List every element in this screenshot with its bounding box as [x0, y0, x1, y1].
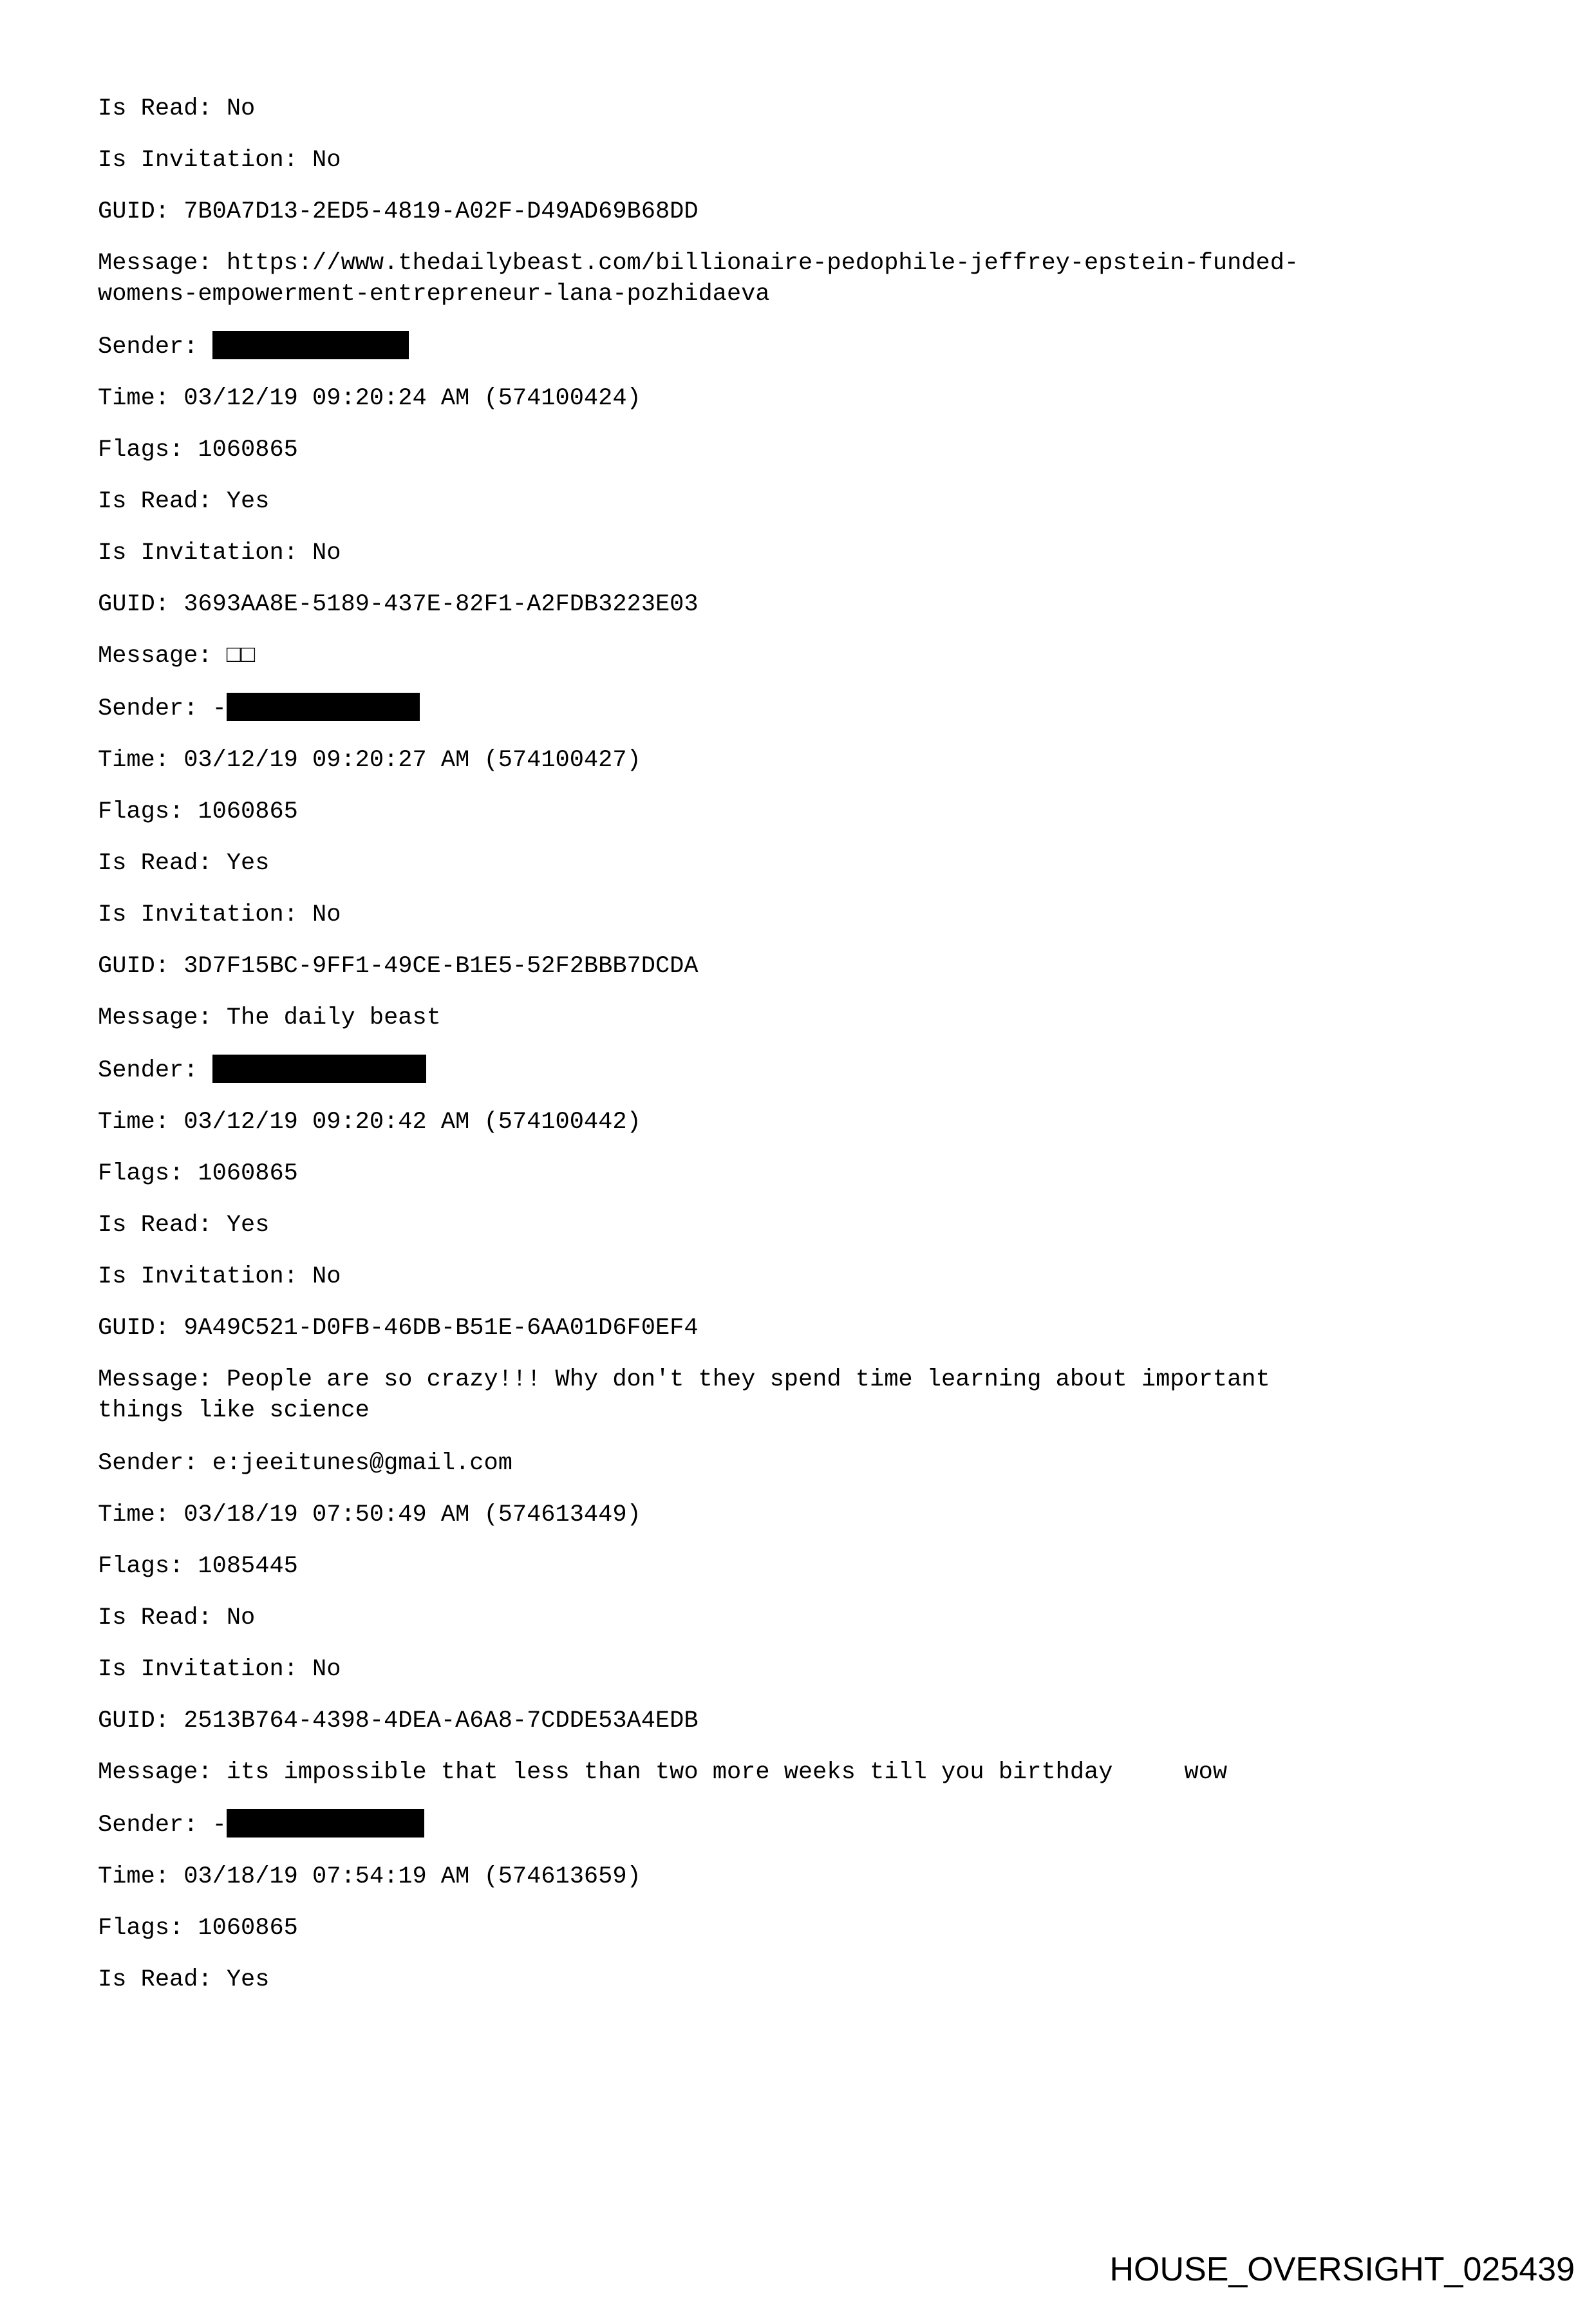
- field-label: Sender:: [98, 1057, 212, 1084]
- is-read-line: Is Read: Yes: [98, 850, 270, 877]
- message-line: Message: its impossible that less than two more weeks till you birthday wow: [98, 1759, 1228, 1786]
- flags-line: Flags: 1060865: [98, 437, 298, 464]
- flags-line: Flags: 1085445: [98, 1553, 298, 1580]
- is-invitation-line: Is Invitation: No: [98, 1263, 341, 1290]
- is-read-line: Is Read: No: [98, 95, 256, 122]
- redaction-box: [212, 331, 409, 359]
- redaction-box: [212, 1055, 426, 1083]
- is-read-line: Is Read: Yes: [98, 1212, 270, 1239]
- sender-line: [98, 332, 1482, 362]
- redaction-box: [227, 1809, 424, 1838]
- time-line: Time: 03/12/19 09:20:42 AM (574100442): [98, 1109, 641, 1136]
- flags-line: Flags: 1060865: [98, 1915, 298, 1942]
- is-read-line: Is Read: Yes: [98, 1966, 270, 1993]
- message-line: Message: The daily beast: [98, 1004, 441, 1031]
- time-line: Time: 03/12/19 09:20:27 AM (574100427): [98, 747, 641, 774]
- guid-line: GUID: 3693AA8E-5189-437E-82F1-A2FDB3223E03: [98, 591, 699, 618]
- field-label: Sender: -: [98, 695, 227, 722]
- message-line: Message: People are so crazy!!! Why don't they spend time learning about important things like science: [98, 1366, 1270, 1424]
- is-invitation-line: Is Invitation: No: [98, 1656, 341, 1683]
- sender-line: [98, 1055, 1482, 1086]
- time-line: Time: 03/18/19 07:54:19 AM (574613659): [98, 1863, 641, 1890]
- sender-line: Sender: e:jeeitunes@gmail.com: [98, 1450, 512, 1477]
- is-invitation-line: Is Invitation: No: [98, 901, 341, 928]
- time-line: Time: 03/18/19 07:50:49 AM (574613449): [98, 1501, 641, 1528]
- message-line: Message: □□: [98, 643, 256, 670]
- guid-line: GUID: 2513B764-4398-4DEA-A6A8-7CDDE53A4EDB: [98, 1707, 699, 1734]
- message-log: [98, 93, 1482, 2016]
- is-invitation-line: Is Invitation: No: [98, 147, 341, 174]
- redaction-box: [227, 693, 420, 721]
- sender-line: [98, 693, 1482, 724]
- guid-line: GUID: 3D7F15BC-9FF1-49CE-B1E5-52F2BBB7DCDA: [98, 953, 699, 980]
- flags-line: Flags: 1060865: [98, 798, 298, 825]
- guid-line: GUID: 7B0A7D13-2ED5-4819-A02F-D49AD69B68DD: [98, 198, 699, 225]
- is-invitation-line: Is Invitation: No: [98, 540, 341, 567]
- guid-line: GUID: 9A49C521-D0FB-46DB-B51E-6AA01D6F0EF4: [98, 1315, 699, 1342]
- time-line: Time: 03/12/19 09:20:24 AM (574100424): [98, 385, 641, 412]
- is-read-line: Is Read: No: [98, 1604, 256, 1631]
- flags-line: Flags: 1060865: [98, 1160, 298, 1187]
- sender-line: [98, 1810, 1482, 1841]
- field-label: Sender:: [98, 334, 212, 361]
- message-line: Message: https://www.thedailybeast.com/billionaire-pedophile-jeffrey-epstein-funded- womens-empowerment-entrepreneur-lana-pozhidaeva: [98, 250, 1299, 308]
- bates-number: HOUSE_OVERSIGHT_025439: [1109, 2251, 1575, 2288]
- field-label: Sender: -: [98, 1812, 227, 1839]
- is-read-line: Is Read: Yes: [98, 488, 270, 515]
